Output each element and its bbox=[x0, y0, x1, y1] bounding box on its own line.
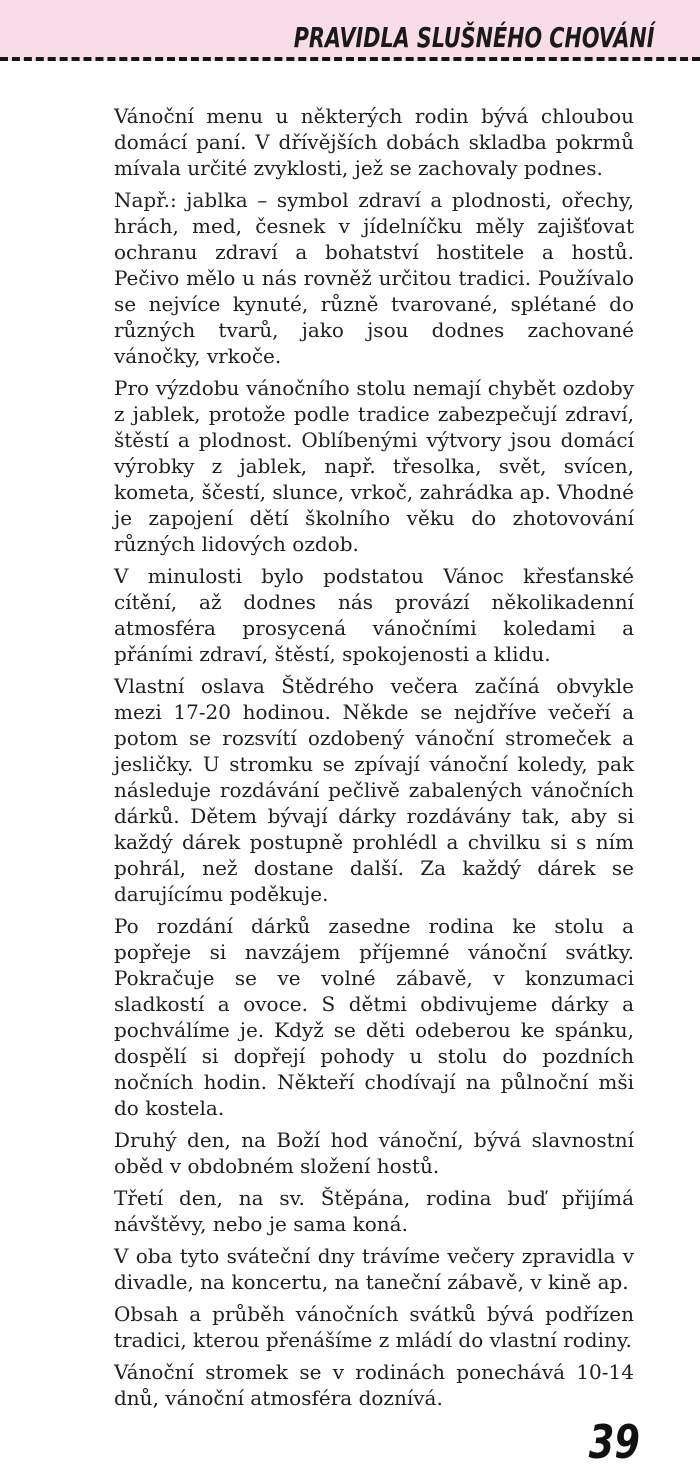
paragraph: Vlastní oslava Štědrého večera začíná obvykle mezi 17-20 hodinou. Někde se nejdříve večeří a potom se rozsvítí ozdobený vánoční stromeček a jesličky. U stromku se zpívají vánoční koledy, pak následuje rozdávání pečlivě zabalených vánočních dárků. Dětem bývají dárky rozdávány tak, aby si každý dárek postupně prohlédl a chvilku si s ním pohrál, než dostane další. Za každý dárek se darujícímu poděkuje. bbox=[114, 674, 634, 906]
paragraph: Vánoční menu u některých rodin bývá chloubou domácí paní. V dřívějších dobách skladba pokrmů mívala určité zvyklosti, jež se zachovaly podnes. bbox=[114, 104, 634, 180]
paragraph: Druhý den, na Boží hod vánoční, bývá slavnostní oběd v obdobném složení hostů. bbox=[114, 1128, 634, 1178]
paragraph: Např.: jablka – symbol zdraví a plodnosti, ořechy, hrách, med, česnek v jídelníčku měly zajišťovat ochranu zdraví a bohatství hostitele a hostů. Pečivo mělo u nás rovněž určitou tradici. Používalo se nejvíce kynuté, různě tvarované, splétané do různých tvarů, jako jsou dodnes zachované vánočky, vrkoče. bbox=[114, 188, 634, 368]
page-content bbox=[0, 61, 700, 1411]
paragraph: Vánoční stromek se v rodinách ponechává 10-14 dnů, vánoční atmosféra doznívá. bbox=[114, 1360, 634, 1410]
paragraph: Obsah a průběh vánočních svátků bývá podřízen tradici, kterou přenášíme z mládí do vlastní rodiny. bbox=[114, 1302, 634, 1352]
page-header bbox=[0, 0, 700, 61]
page-number: 39 bbox=[588, 1415, 640, 1469]
paragraph: V oba tyto sváteční dny trávíme večery zpravidla v divadle, na koncertu, na taneční zábavě, v kině ap. bbox=[114, 1244, 634, 1294]
paragraph: V minulosti bylo podstatou Vánoc křesťanské cítění, až dodnes nás provází několikadenní atmosféra prosycená vánočními koledami a přáními zdraví, štěstí, spokojenosti a klidu. bbox=[114, 564, 634, 666]
page-footer bbox=[0, 1411, 700, 1469]
paragraph: Pro výzdobu vánočního stolu nemají chybět ozdoby z jablek, protože podle tradice zabezpečují zdraví, štěstí a plodnost. Oblíbenými výtvory jsou domácí výrobky z jablek, např. třesolka, svět, svícen, kometa, ščestí, slunce, vrkoč, zahrádka ap. Vhodné je zapojení dětí školního věku do zhotovování různých lidových ozdob. bbox=[114, 376, 634, 556]
paragraph: Třetí den, na sv. Štěpána, rodina buď přijímá návštěvy, nebo je sama koná. bbox=[114, 1186, 634, 1236]
chapter-title: PRAVIDLA SLUŠNÉHO CHOVÁNÍ bbox=[293, 21, 654, 54]
paragraph: Po rozdání dárků zasedne rodina ke stolu a popřeje si navzájem příjemné vánoční svátky. Pokračuje se ve volné zábavě, v konzumaci sladkostí a ovoce. S dětmi obdivujeme dárky a pochválíme je. Když se děti odeberou ke spánku, dospělí si dopřejí pohody u stolu do pozdních nočních hodin. Někteří chodívají na půlnoční mši do kostela. bbox=[114, 914, 634, 1120]
